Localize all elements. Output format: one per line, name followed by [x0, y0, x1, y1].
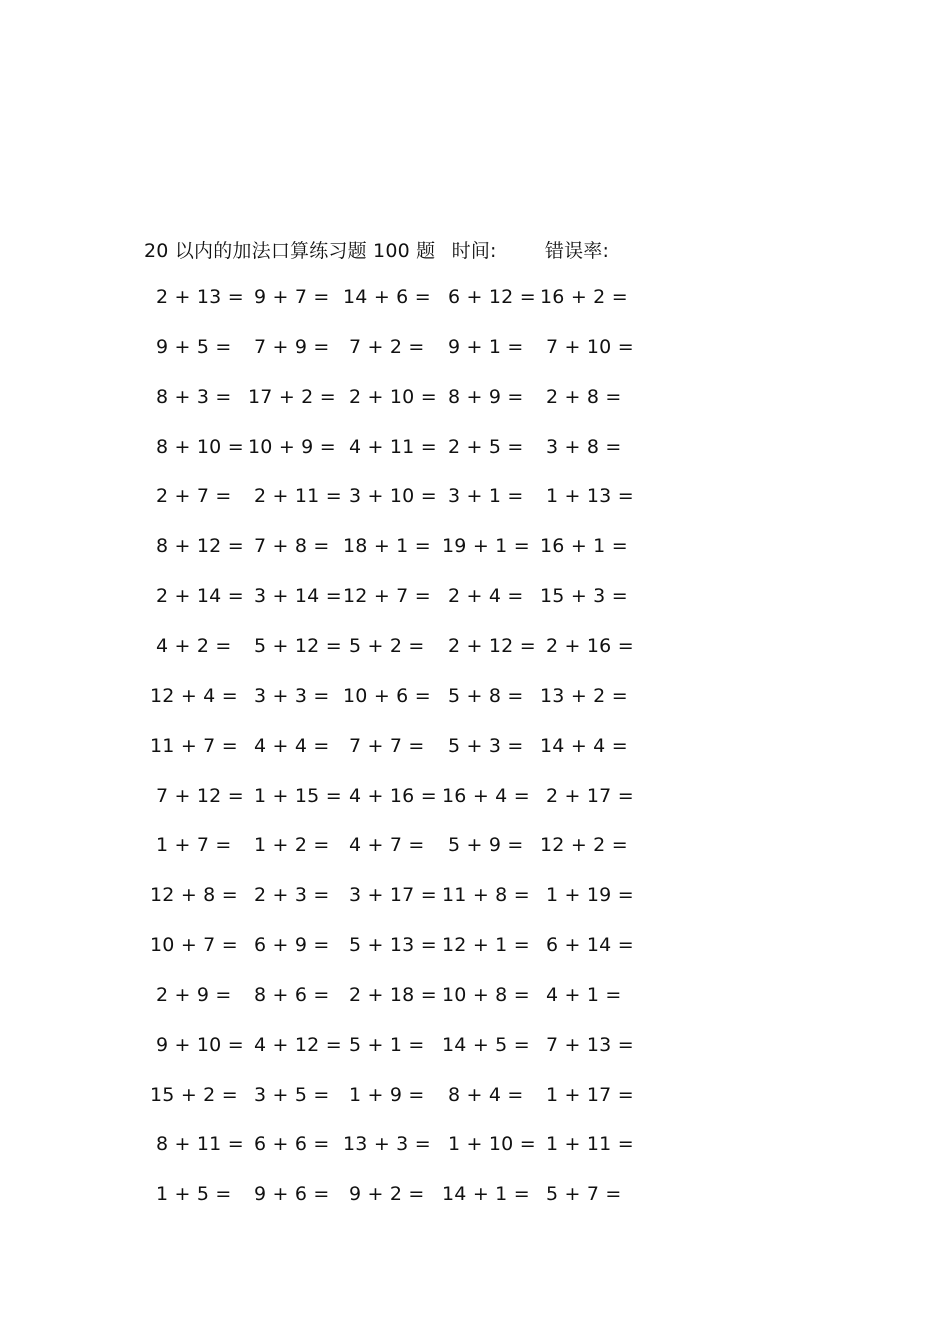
- error-rate-label: 错误率:: [544, 240, 610, 262]
- problem-item: 3 + 17 =: [349, 884, 437, 907]
- time-label: 时间:: [451, 240, 497, 262]
- problem-item: 11 + 8 =: [442, 884, 530, 907]
- problem-item: 2 + 3 =: [254, 884, 330, 907]
- problem-item: 12 + 1 =: [442, 934, 530, 957]
- problem-item: 6 + 6 =: [254, 1133, 330, 1156]
- problem-item: 5 + 3 =: [448, 734, 524, 757]
- problem-item: 4 + 12 =: [254, 1033, 342, 1056]
- problem-item: 12 + 8 =: [150, 884, 238, 907]
- problem-item: 7 + 13 =: [546, 1033, 634, 1056]
- problem-item: 2 + 8 =: [546, 385, 622, 408]
- problem-item: 11 + 7 =: [150, 734, 238, 757]
- problem-item: 4 + 16 =: [349, 784, 437, 807]
- problem-item: 12 + 7 =: [343, 585, 431, 608]
- problem-item: 18 + 1 =: [343, 535, 431, 558]
- problem-item: 10 + 7 =: [150, 934, 238, 957]
- problem-item: 1 + 7 =: [156, 834, 232, 857]
- problem-item: 14 + 5 =: [442, 1033, 530, 1056]
- problem-item: 9 + 7 =: [254, 286, 330, 308]
- problem-item: 1 + 2 =: [254, 834, 330, 857]
- problem-item: 2 + 16 =: [546, 634, 634, 657]
- problem-item: 2 + 17 =: [546, 784, 634, 807]
- problem-item: 8 + 11 =: [156, 1133, 244, 1156]
- problem-item: 2 + 13 =: [156, 286, 244, 308]
- problem-item: 13 + 3 =: [343, 1133, 431, 1156]
- problem-item: 10 + 6 =: [343, 684, 431, 707]
- problem-item: 7 + 9 =: [254, 335, 330, 358]
- problem-item: 8 + 9 =: [448, 385, 524, 408]
- problem-item: 4 + 7 =: [349, 834, 425, 857]
- problem-item: 7 + 7 =: [349, 734, 425, 757]
- problem-item: 15 + 3 =: [540, 585, 628, 608]
- problem-item: 16 + 1 =: [540, 535, 628, 558]
- problem-item: 16 + 4 =: [442, 784, 530, 807]
- problem-item: 6 + 9 =: [254, 934, 330, 957]
- problem-item: 1 + 10 =: [448, 1133, 536, 1156]
- problem-item: 8 + 4 =: [448, 1083, 524, 1106]
- problem-item: 7 + 12 =: [156, 784, 244, 807]
- problem-item: 5 + 2 =: [349, 634, 425, 657]
- problem-item: 12 + 2 =: [540, 834, 628, 857]
- problem-item: 2 + 18 =: [349, 983, 437, 1006]
- problem-item: 3 + 8 =: [546, 435, 622, 458]
- problem-item: 13 + 2 =: [540, 684, 628, 707]
- problem-item: 10 + 9 =: [248, 435, 336, 458]
- problem-item: 15 + 2 =: [150, 1083, 238, 1106]
- worksheet-title: 20 以内的加法口算练习题 100 题: [144, 240, 436, 262]
- problem-item: 8 + 12 =: [156, 535, 244, 558]
- problem-item: 3 + 5 =: [254, 1083, 330, 1106]
- problem-item: 3 + 3 =: [254, 684, 330, 707]
- problem-item: 5 + 1 =: [349, 1033, 425, 1056]
- problem-item: 9 + 5 =: [156, 335, 232, 358]
- problem-item: 2 + 5 =: [448, 435, 524, 458]
- problem-item: 2 + 14 =: [156, 585, 244, 608]
- problem-item: 4 + 1 =: [546, 983, 622, 1006]
- problem-item: 2 + 9 =: [156, 983, 232, 1006]
- problem-item: 1 + 13 =: [546, 485, 634, 508]
- problem-item: 19 + 1 =: [442, 535, 530, 558]
- problem-item: 4 + 4 =: [254, 734, 330, 757]
- problem-item: 2 + 10 =: [349, 385, 437, 408]
- problem-item: 5 + 7 =: [546, 1183, 622, 1206]
- problem-item: 5 + 8 =: [448, 684, 524, 707]
- problem-item: 14 + 1 =: [442, 1183, 530, 1206]
- problem-item: 2 + 4 =: [448, 585, 524, 608]
- problem-item: 1 + 15 =: [254, 784, 342, 807]
- problem-item: 8 + 6 =: [254, 983, 330, 1006]
- problem-item: 14 + 6 =: [343, 286, 431, 308]
- problem-item: 5 + 13 =: [349, 934, 437, 957]
- problem-item: 16 + 2 =: [540, 286, 628, 308]
- problem-item: 2 + 12 =: [448, 634, 536, 657]
- problem-item: 6 + 12 =: [448, 286, 536, 308]
- problem-item: 7 + 8 =: [254, 535, 330, 558]
- problem-item: 3 + 10 =: [349, 485, 437, 508]
- problem-item: 1 + 9 =: [349, 1083, 425, 1106]
- problem-item: 3 + 1 =: [448, 485, 524, 508]
- problem-item: 8 + 3 =: [156, 385, 232, 408]
- problem-item: 6 + 14 =: [546, 934, 634, 957]
- problem-item: 14 + 4 =: [540, 734, 628, 757]
- problem-item: 4 + 11 =: [349, 435, 437, 458]
- worksheet-header: [144, 236, 609, 263]
- problem-item: 2 + 11 =: [254, 485, 342, 508]
- problem-item: 1 + 11 =: [546, 1133, 634, 1156]
- problem-item: 12 + 4 =: [150, 684, 238, 707]
- problem-item: 5 + 9 =: [448, 834, 524, 857]
- problem-item: 3 + 14 =: [254, 585, 342, 608]
- problem-item: 1 + 17 =: [546, 1083, 634, 1106]
- problem-item: 2 + 7 =: [156, 485, 232, 508]
- problem-item: 9 + 1 =: [448, 335, 524, 358]
- problem-item: 5 + 12 =: [254, 634, 342, 657]
- problem-item: 17 + 2 =: [248, 385, 336, 408]
- problem-item: 7 + 10 =: [546, 335, 634, 358]
- problem-item: 1 + 5 =: [156, 1183, 232, 1206]
- problem-item: 9 + 10 =: [156, 1033, 244, 1056]
- problem-item: 10 + 8 =: [442, 983, 530, 1006]
- problem-item: 9 + 6 =: [254, 1183, 330, 1206]
- problem-item: 9 + 2 =: [349, 1183, 425, 1206]
- problem-item: 7 + 2 =: [349, 335, 425, 358]
- problem-item: 8 + 10 =: [156, 435, 244, 458]
- problem-item: 4 + 2 =: [156, 634, 232, 657]
- problem-item: 1 + 19 =: [546, 884, 634, 907]
